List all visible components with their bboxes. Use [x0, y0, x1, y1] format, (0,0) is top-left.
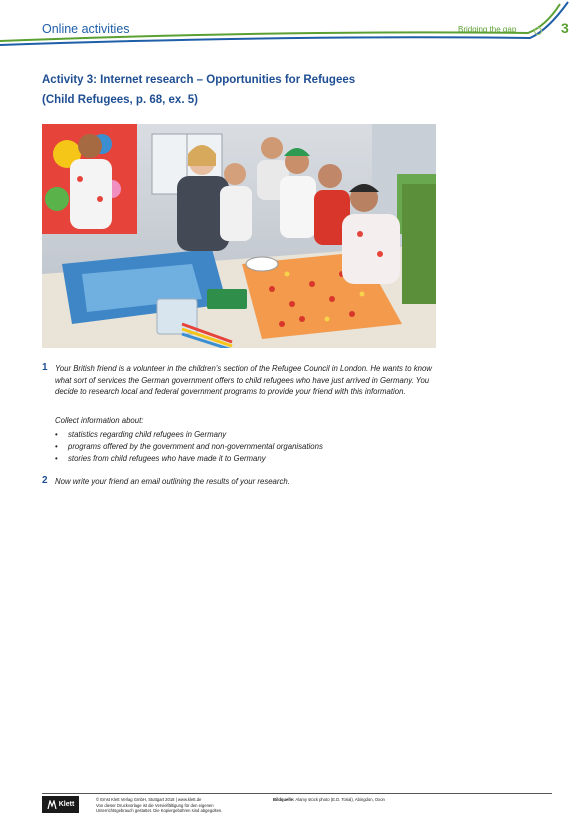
- copyright-line: Von dieser Druckvorlage ist die Vervielfältigung für den eigenen: [96, 802, 214, 808]
- activity-photo: [42, 124, 436, 348]
- list-item: • statistics regarding child refugees in Germany: [55, 429, 323, 441]
- copyright-line: Unterrichtsgebrauch gestattet. Die Kopiergebühren sind abgegolten.: [96, 808, 223, 814]
- footer-image-credit: [273, 797, 385, 802]
- footer-divider: [42, 793, 552, 794]
- header-title: Online activities: [42, 22, 130, 36]
- task-1-number: 1: [42, 362, 48, 373]
- klett-logo: [42, 796, 79, 813]
- task-1-text: Your British friend is a volunteer in the children’s section of the Refugee Council in London. He wants to know what sort of services the German government offers to child refugees who have just arrived in Germany. You decide to research local and federal government programs to provide your friend with this information.: [55, 364, 432, 397]
- activity-title-line2: (Child Refugees, p. 68, ex. 5): [42, 94, 198, 106]
- activity-title: [42, 70, 462, 110]
- list-item: • programs offered by the government and non-governmental organisations: [55, 441, 323, 453]
- task-2-text: Now write your friend an email outlining the results of your research.: [55, 477, 290, 486]
- header-subtitle: Bridging the gap: [458, 25, 517, 34]
- list-item: • stories from child refugees who have made it to Germany: [55, 453, 323, 465]
- collect-bullet-list: [55, 429, 323, 465]
- activity-title-line1: Activity 3: Internet research – Opportunities for Refugees: [42, 74, 356, 86]
- klett-logo-text: Klett: [58, 801, 75, 808]
- credit-label: Bildquelle:: [273, 797, 295, 802]
- credit-text: Alamy stock photo (E.D. Torial), Abingdon, Oxon: [295, 797, 385, 802]
- footer-copyright: [96, 797, 266, 814]
- collect-label: Collect information about:: [55, 416, 144, 425]
- copyright-line: © Ernst Klett Verlag GmbH, Stuttgart 2018 | www.klett.de: [96, 797, 202, 802]
- page-number: 3: [561, 20, 569, 36]
- klett-logo-icon: [47, 800, 57, 810]
- task-2-number: 2: [42, 475, 48, 486]
